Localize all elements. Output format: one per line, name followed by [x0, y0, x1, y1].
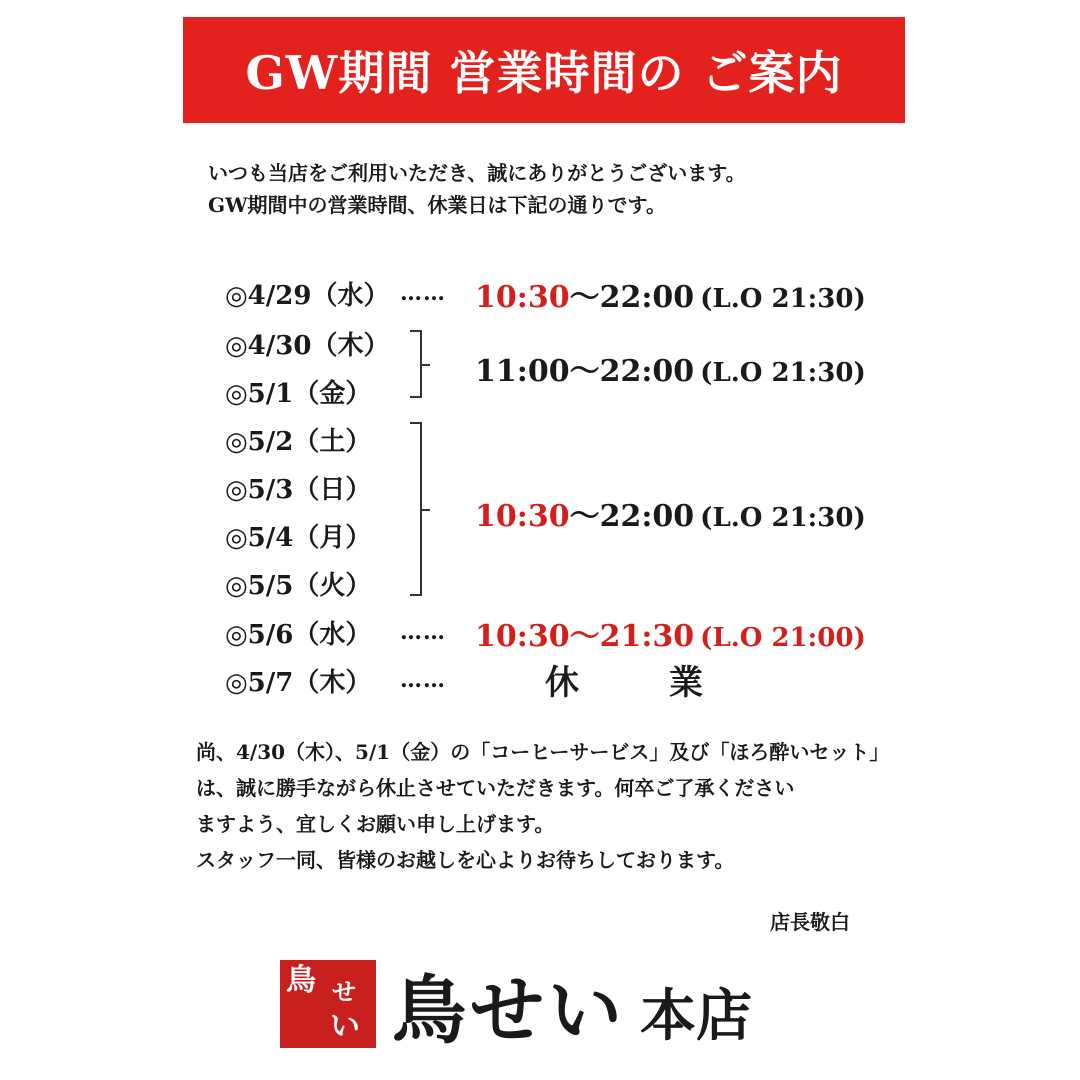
logo-name: 鳥せい: [392, 968, 626, 1054]
date-4-29: ◎4/29（水）: [225, 281, 390, 311]
time-separator: ～: [569, 354, 600, 389]
logo-branch: 本店: [640, 983, 752, 1049]
last-order: (L.O 21:30): [700, 284, 866, 314]
close-time: 22:00: [599, 499, 695, 534]
leader-dots: ……: [400, 280, 446, 306]
time-separator: ～: [569, 280, 600, 315]
intro-line: いつも当店をご利用いただき、誠にありがとうございます。: [208, 161, 746, 185]
leader-dots: ……: [400, 667, 446, 693]
hours-row: [475, 346, 866, 390]
logo-mark: [280, 960, 376, 1048]
logo-mark-char: せ: [332, 977, 356, 1006]
open-time: 10:30: [475, 499, 570, 534]
close-time: 22:00: [599, 354, 695, 389]
date-4-30: ◎4/30（木）: [225, 331, 390, 361]
open-time: 10:30: [475, 280, 570, 315]
hours-row: [475, 611, 866, 655]
intro-line: GW期間中の営業時間、休業日は下記の通りです。: [208, 193, 666, 217]
last-order: (L.O 21:30): [700, 503, 866, 533]
leader-dots: ……: [400, 619, 446, 645]
notice-line: は、誠に勝手ながら休止させていただきます。何卒ご了承ください: [196, 776, 795, 800]
date-5-7: ◎5/7（木）: [225, 668, 372, 698]
logo-mark-char: い: [330, 1009, 360, 1044]
date-5-6: ◎5/6（水）: [225, 620, 372, 650]
date-5-5: ◎5/5（火）: [225, 571, 372, 601]
date-5-1: ◎5/1（金）: [225, 379, 372, 409]
logo-mark-char: 鳥: [286, 963, 316, 998]
close-time: 21:30: [599, 619, 695, 654]
notice-line: スタッフ一同、皆様のお越しを心よりお待ちしております。: [196, 848, 735, 872]
intro-text: [208, 157, 746, 221]
banner-title: GW期間 営業時間の ご案内: [245, 46, 843, 100]
signature: 店長敬白: [770, 910, 850, 934]
group-bracket: [410, 422, 422, 596]
open-time: 11:00: [475, 354, 570, 389]
notice-line: 尚、4/30（木）、5/1（金）の「コーヒーサービス」及び「ほろ酔いセット」: [196, 740, 890, 764]
title-banner: [183, 17, 905, 123]
closed-label: 休業: [545, 663, 793, 703]
hours-row: [475, 272, 866, 316]
last-order: (L.O 21:30): [700, 358, 866, 388]
close-time: 22:00: [599, 280, 695, 315]
date-5-2: ◎5/2（土）: [225, 427, 372, 457]
time-separator: ～: [569, 499, 600, 534]
date-5-3: ◎5/3（日）: [225, 475, 372, 505]
date-5-4: ◎5/4（月）: [225, 523, 372, 553]
hours-row: [475, 491, 866, 535]
last-order: (L.O 21:00): [700, 623, 866, 653]
notice-text: [196, 734, 889, 878]
open-time: 10:30: [475, 619, 570, 654]
group-bracket: [410, 330, 422, 398]
time-separator: ～: [569, 619, 600, 654]
notice-line: ますよう、宜しくお願い申し上げます。: [196, 812, 555, 836]
